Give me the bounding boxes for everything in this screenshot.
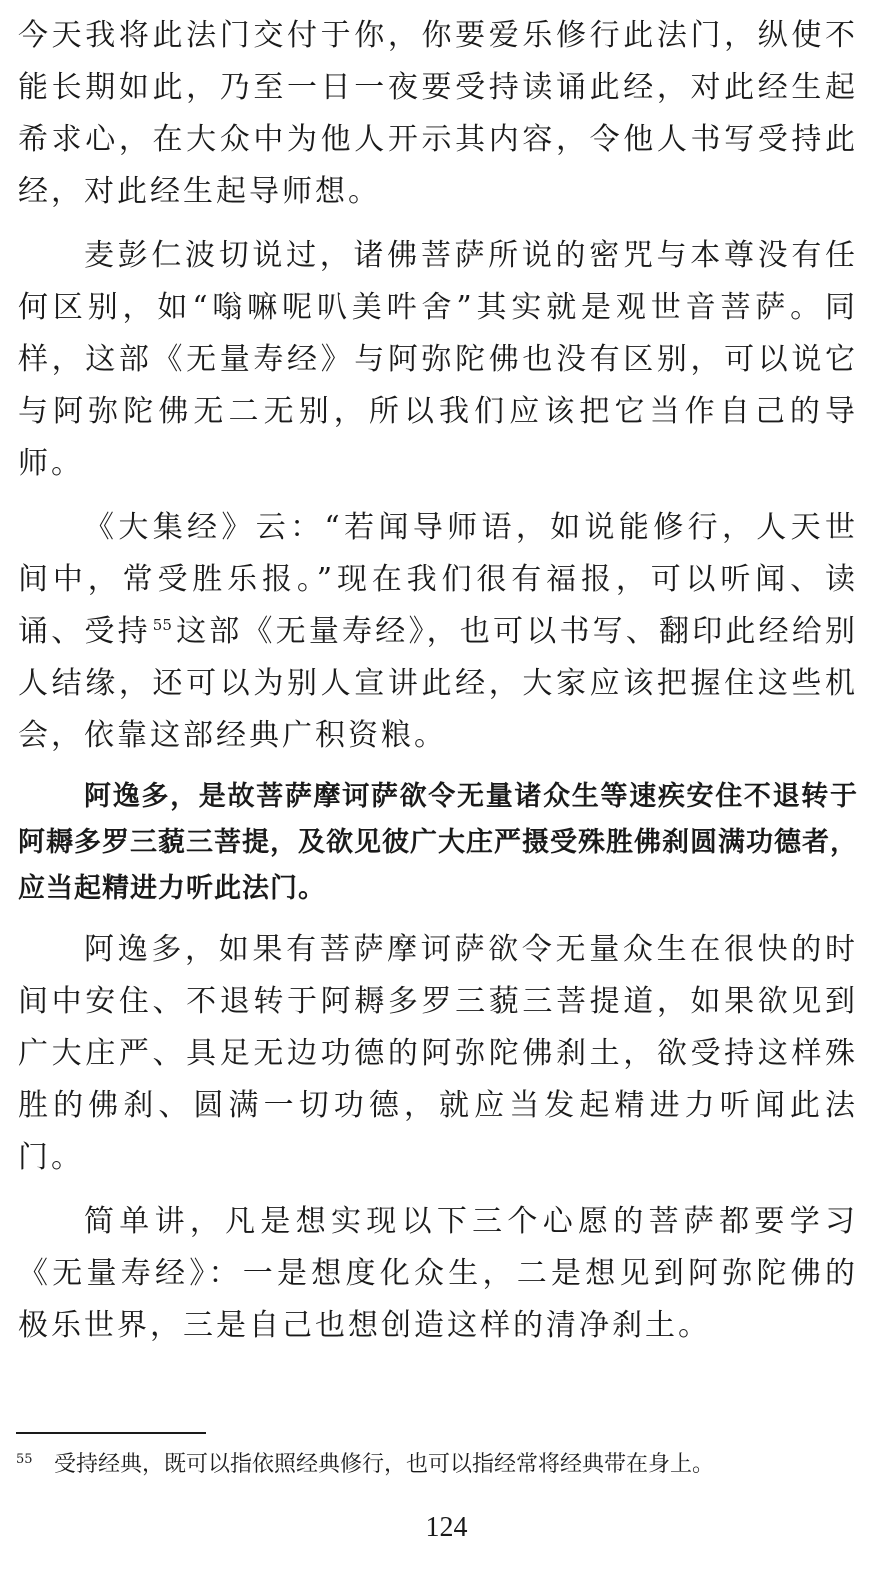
paragraph-6: 简单讲，凡是想实现以下三个心愿的菩萨都要学习《无量寿经》：一是想度化众生，二是想见到阿弥陀佛的极乐世界，三是自己也想创造这样的清净刹土。 [18, 1204, 858, 1343]
paragraph-3-text-before: 《大集经》云：“若闻导师语，如说能修行，人天世间中，常受胜乐报。”现在我们很有福报，可以听闻、读诵、受持 [18, 510, 858, 649]
paragraph-3-text-after: 这部《无量寿经》，也可以书写、翻印此经给别人结缘，还可以为别人宣讲此经，大家应该把握住这些机会，依靠这部经典广积资粮。 [18, 614, 859, 753]
paragraph-2: 麦彭仁波切说过，诸佛菩萨所说的密咒与本尊没有任何区别，如“嗡嘛呢叭美吽舍”其实就是观世音菩萨。同样，这部《无量寿经》与阿弥陀佛也没有区别，可以说它与阿弥陀佛无二无别，所以我们应该把它当作自己的导师。 [18, 238, 858, 481]
sutra-quote-paragraph: 阿逸多，是故菩萨摩诃萨欲令无量诸众生等速疾安住不退转于阿耨多罗三藐三菩提，及欲见彼广大庄严摄受殊胜佛刹圆满功德者，应当起精进力听此法门。 [18, 781, 858, 904]
page-number: 124 [425, 1512, 468, 1543]
footnote-reference[interactable]: 55 [152, 616, 172, 634]
paragraph-3 [18, 502, 858, 762]
paragraph-5: 阿逸多，如果有菩萨摩诃萨欲令无量众生在很快的时间中安住、不退转于阿耨多罗三藐三菩提道，如果欲见到广大庄严、具足无边功德的阿弥陀佛刹土，欲受持这样殊胜的佛刹、圆满一切功德，就应当发起精进力听闻此法门。 [18, 932, 858, 1175]
footnote-divider [16, 1432, 206, 1434]
footnote-text: 受持经典，既可以指依照经典修行，也可以指经常将经典带在身上。 [54, 1452, 715, 1477]
paragraph-1: 今天我将此法门交付于你，你要爱乐修行此法门，纵使不能长期如此，乃至一日一夜要受持读诵此经，对此经生起希求心，在大众中为他人开示其内容，令他人书写受持此经，对此经生起导师想。 [18, 18, 858, 209]
footnote: 55 受持经典，既可以指依照经典修行，也可以指经常将经典带在身上。 [16, 1451, 715, 1477]
main-text [18, 10, 858, 1364]
